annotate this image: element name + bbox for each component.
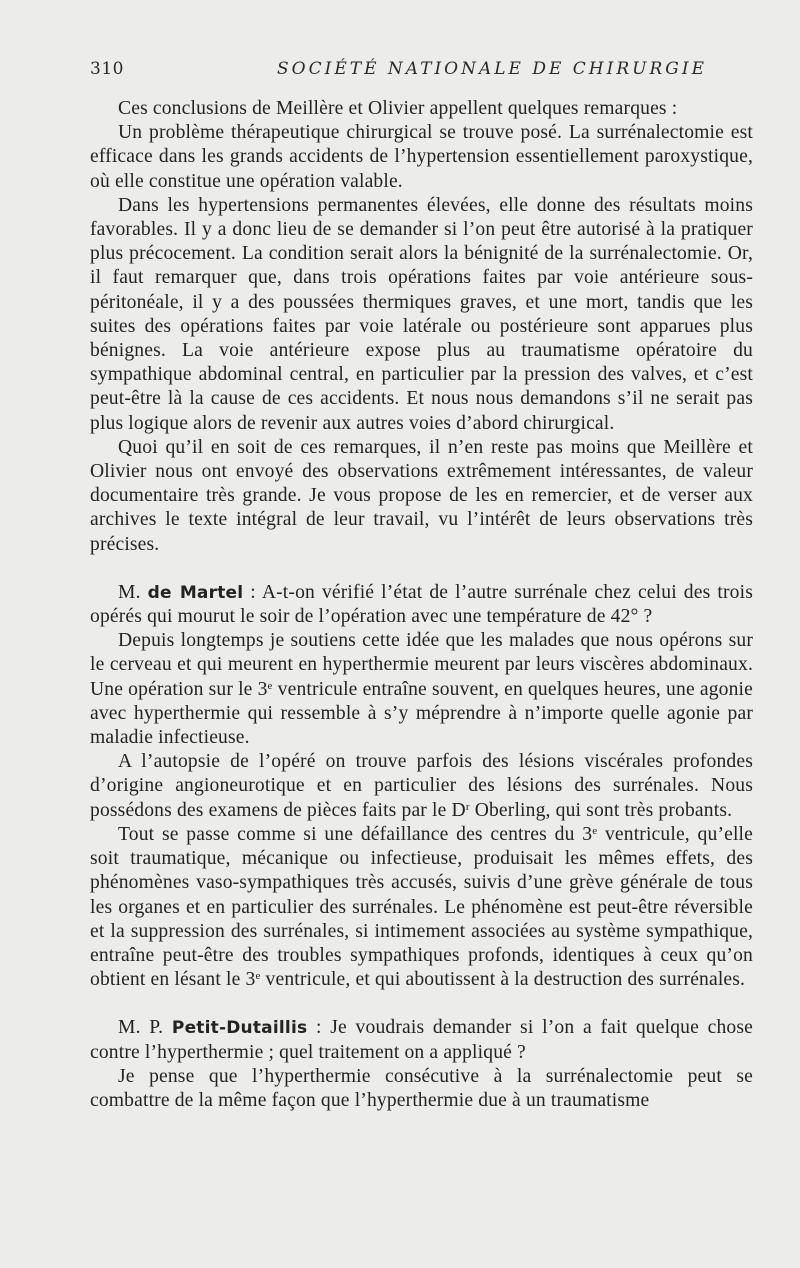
text-run: Oberling, qui sont très probants. — [469, 799, 733, 821]
text-run: A l’autopsie de l’opéré on trouve parfois des lésions viscérales profondes d’origine angioneurotique et en particulier des lésions des surrénales. Nous possédons des examens de pièces faits par le D — [90, 751, 753, 821]
paragraph: Je pense que l’hyperthermie consécutive à la surrénalectomie peut se combattre de la même façon que l’hyperthermie due à un traumatisme — [90, 1065, 753, 1111]
paragraph: Dans les hypertensions permanentes élevées, elle donne des résultats moins favorables. Il y a donc lieu de se demander si l’on peut être autorisé à la pratiquer plus précocement. La condition serait alors la bénignité de la surrénalectomie. Or, il faut remarquer que, dans trois opérations faites par voie antérieure sous-péritonéale, il y a des poussées thermiques graves, et une mort, tandis que les suites des opérations faites par voie latérale ou postérieure sont apparues plus bénignes. La voie antérieure expose plus au traumatisme opératoire du sympathique abdominal central, en particulier par la pression des valves, et c’est peut-être là la cause de ces accidents. Et nous nous demandons s’il ne serait pas plus logique alors de revenir aux autres voies d’abord chirurgical. — [90, 194, 753, 434]
speaker-name: de Martel — [147, 582, 244, 603]
body-text — [90, 97, 753, 1113]
page-header — [90, 59, 753, 85]
paragraph: Quoi qu’il en soit de ces remarques, il n’en reste pas moins que Meillère et Olivier nous ont envoyé des observations extrêmement intéressantes, de valeur documentaire très grande. Je vous propose de les en remercier, et de verser aux archives le texte intégral de leur travail, vu l’intérêt de leurs observations très précises. — [90, 436, 753, 555]
intervention-text: : A-t-on vérifié l’état de l’autre surrénale chez celui des trois opérés qui mourut le soir de l’opération avec une température de 42° ? — [90, 581, 753, 628]
superscript: e — [267, 679, 273, 692]
paragraph — [90, 629, 753, 750]
intervention-petit-dutaillis — [90, 1016, 753, 1064]
running-title: SOCIÉTÉ NATIONALE DE CHIRURGIE — [277, 59, 707, 79]
superscript: e — [592, 824, 598, 837]
text-run: Depuis longtemps je soutiens cette idée que les malades que nous opérons sur le cerveau et qui meurent en hyperthermie meurent par leurs viscères abdominaux. Une opération sur le 3 — [90, 630, 753, 700]
speaker-title: M. P. — [118, 1017, 164, 1039]
paragraph — [90, 823, 753, 992]
paragraph: Ces conclusions de Meillère et Olivier appellent quelques remarques : — [118, 98, 678, 119]
text-run: ventricule, et qui aboutissent à la destruction des surrénales. — [260, 969, 746, 991]
text-run: ventricule, qu’elle soit traumatique, mécanique ou infectieuse, produisait les mêmes effets, des phénomènes vaso-sympathiques très accusés, suivis d’une grève générale de tous les organes et en particulier des surrénales. Le phénomène est peut-être réversible et la suppression des surrénales, si intimement associées au système sympathique, entraîne peut-être des troubles sympathiques profonds, identiques à ceux qu’on obtient en lésant le 3 — [90, 823, 754, 991]
page-number: 310 — [90, 59, 124, 79]
superscript: r — [465, 800, 470, 813]
speaker-name: Petit-Dutaillis — [171, 1018, 308, 1039]
paragraph — [90, 750, 753, 823]
text-run: Tout se passe comme si une défaillance des centres du 3 — [118, 823, 593, 845]
speaker-title: M. — [118, 581, 141, 603]
text-run: ventricule entraîne souvent, en quelques heures, une agonie avec hyperthermie qui ressemble à s’y méprendre à n’importe quelle agonie par maladie infectieuse. — [90, 678, 754, 749]
superscript: e — [255, 970, 261, 983]
paragraph: Un problème thérapeutique chirurgical se trouve posé. La surrénalectomie est efficace dans les grands accidents de l’hypertension essentiellement paroxystique, où elle constitue une opération valable. — [90, 122, 753, 192]
intervention-text: : Je voudrais demander si l’on a fait quelque chose contre l’hyperthermie ; quel traitement on a appliqué ? — [90, 1017, 753, 1063]
intervention-de-martel — [90, 581, 753, 629]
